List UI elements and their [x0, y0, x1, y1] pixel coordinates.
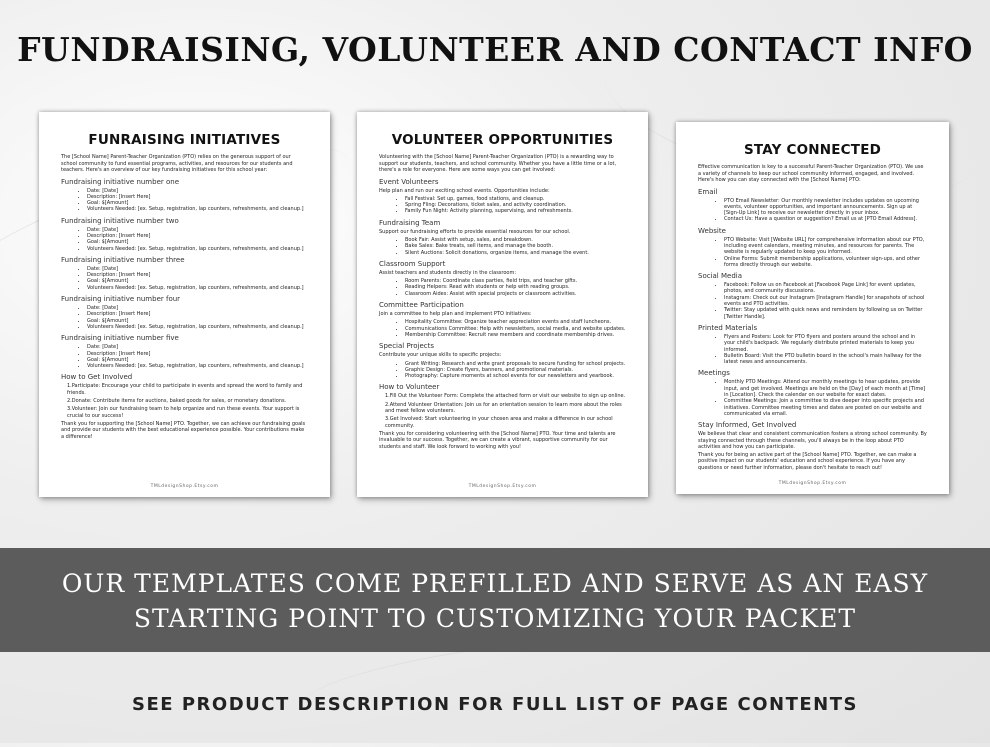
section-lead: Support our fundraising efforts to provide essential resources for our school. [379, 228, 571, 235]
stay-paragraph: Thank you for being an active part of the [School Name] PTO. Together, we can make a positive impact on our students' education and school experience. If you have any questions or need further information, please don't hesitate to reach out! [698, 452, 917, 471]
section-heading: How to Volunteer [379, 383, 440, 392]
list-item: • Family Fun Night: Activity planning, supervising, and refreshments. [405, 208, 626, 214]
section-heading: Website [698, 226, 726, 235]
bullet-list [61, 344, 308, 369]
list-item: • Communications Committee: Help with newsletters, social media, and website updates. [405, 326, 626, 332]
section-heading: How to Get Involved [61, 373, 133, 382]
numbered-item: 3.Volunteer: Join our fundraising team to help organize and run these events. Your support is crucial to our success! [67, 406, 300, 419]
list-item: • Description: [Insert Here] [87, 194, 308, 200]
list-item: • Flyers and Posters: Look for PTO flyers and posters around the school and in your child's backpack. We regularly distribute printed materials to keep you informed. [724, 334, 927, 353]
bullet-list [698, 198, 927, 223]
list-item: • Book Fair: Assist with setup, sales, and breakdown. [405, 237, 626, 243]
page-title: STAY CONNECTED [743, 142, 882, 158]
list-item: • Membership Committee: Recruit new members and coordinate membership drives. [405, 332, 626, 338]
sections-list [698, 188, 927, 418]
list-item: • Volunteers Needed: [ex. Setup, registration, lap counters, refreshments, and cleanup.] [87, 206, 308, 212]
list-item: • Bulletin Board: Visit the PTO bulletin board in the school's main hallway for the latest news and announcements. [724, 353, 927, 366]
list-item: • Goal: $[Amount] [87, 318, 308, 324]
list-item: • Volunteers Needed: [ex. Setup, registration, lap counters, refreshments, and cleanup.] [87, 324, 308, 330]
list-item: • Committee Meetings: Join a committee to dive deeper into specific projects and initiatives. Committee meeting times and dates are posted on our website and communicated via email. [724, 398, 927, 417]
bullet-list [698, 282, 927, 320]
numbered-item: 1.Participate: Encourage your child to participate in events and spread the word to family and friends. [67, 383, 303, 396]
list-item: • Instagram: Check out our Instagram [Instagram Handle] for snapshots of school events and PTO activities. [724, 295, 927, 308]
numbered-item: 2.Attend Volunteer Orientation: Join us for an orientation session to learn more about the roles and meet fellow volunteers. [385, 401, 622, 415]
list-item: • Date: [Date] [87, 188, 308, 194]
initiatives-list [61, 178, 308, 370]
list-item: • PTO Email Newsletter: Our monthly newsletter includes updates on upcoming events, volunteer opportunities, and important announcements. Sign up at [Sign-Up Link] to receive our newsletter directly in your inbox. [724, 198, 927, 217]
section-heading: Fundraising initiative number three [61, 255, 185, 264]
list-item: • Date: [Date] [87, 227, 308, 233]
section-heading: Classroom Support [379, 259, 446, 268]
list-item: • Facebook: Follow us on Facebook at [Facebook Page Link] for event updates, photos, and community discussions. [724, 282, 927, 295]
list-item: • Room Parents: Coordinate class parties, field trips, and teacher gifts. [405, 278, 626, 284]
bullet-list [698, 379, 927, 417]
bullet-list [61, 266, 308, 291]
section-heading: Printed Materials [698, 323, 758, 332]
page-footer: TMLdesignShop.Etsy.com [150, 484, 219, 489]
section-heading: Fundraising initiative number one [61, 177, 180, 186]
list-item: • Graphic Design: Create flyers, banners, and promotional materials. [405, 367, 626, 373]
section-heading: Email [698, 187, 718, 196]
list-item: • Contact Us: Have a question or suggestion? Email us at [PTO Email Address]. [724, 216, 927, 222]
list-item: • Goal: $[Amount] [87, 200, 308, 206]
page-title: FUNRAISING INITIATIVES [88, 132, 281, 148]
document-page-volunteer [357, 112, 648, 497]
bullet-list [61, 305, 308, 330]
how-list [61, 383, 308, 418]
list-item: • Reading Helpers: Read with students or help with reading groups. [405, 284, 626, 290]
list-item: • Grant Writing: Research and write grant proposals to secure funding for school projects. [405, 361, 626, 367]
list-item: • Description: [Insert Here] [87, 311, 308, 317]
list-item: • Volunteers Needed: [ex. Setup, registration, lap counters, refreshments, and cleanup.] [87, 285, 308, 291]
bullet-list [379, 361, 626, 380]
bullet-list [698, 237, 927, 268]
section-heading: Fundraising initiative number two [61, 216, 179, 225]
section-heading: Meetings [698, 369, 730, 378]
how-list [379, 393, 626, 428]
bullet-list [61, 188, 308, 213]
list-item: • Volunteers Needed: [ex. Setup, registration, lap counters, refreshments, and cleanup.] [87, 363, 308, 369]
list-item: • Monthly PTO Meetings: Attend our monthly meetings to hear updates, provide input, and get involved. Meetings are held on the [Day] of each month at [Time] in [Location]. Check the calendar on our website for exact dates. [724, 379, 927, 398]
list-item: • Online Forms: Submit membership applications, volunteer sign-ups, and other forms directly through our website. [724, 256, 927, 269]
section-lead: Contribute your unique skills to specific projects: [379, 352, 502, 359]
numbered-item: 1.Fill Out the Volunteer Form: Complete the attached form or visit our website to sign up online. [385, 393, 626, 400]
list-item: • PTO Website: Visit [Website URL] for comprehensive information about our PTO, including event calendars, meeting minutes, and resources for parents. The website is regularly updated to keep you informed. [724, 237, 927, 256]
document-page-contact [676, 122, 949, 494]
section-heading: Social Media [698, 272, 743, 281]
list-item: • Description: [Insert Here] [87, 272, 308, 278]
page-footer: TMLdesignShop.Etsy.com [468, 484, 537, 489]
list-item: • Fall Festival: Set up, games, food stations, and cleanup. [405, 196, 626, 202]
section-heading: Special Projects [379, 342, 435, 351]
section-heading: Committee Participation [379, 301, 464, 310]
bottom-caption: SEE PRODUCT DESCRIPTION FOR FULL LIST OF PAGE CONTENTS [132, 694, 858, 715]
list-item: • Goal: $[Amount] [87, 278, 308, 284]
list-item: • Volunteers Needed: [ex. Setup, registration, lap counters, refreshments, and cleanup.] [87, 246, 308, 252]
section-heading: Fundraising initiative number five [61, 334, 179, 343]
page-intro: Effective communication is key to a successful Parent-Teacher Organization (PTO). We use a variety of channels to keep our school community informed, engaged, and involved. Here's how you can stay connected with the [School Name] PTO: [698, 164, 924, 183]
list-item: • Description: [Insert Here] [87, 233, 308, 239]
closing-paragraph: Thank you for considering volunteering with the [School Name] PTO. Your time and talents are invaluable to our success. Together, we can create a vibrant, supportive community for our students and staff. We look forward to working with you! [379, 430, 616, 450]
section-heading: Event Volunteers [379, 177, 439, 186]
banner-text [0, 566, 990, 636]
document-page-fundraising [39, 112, 330, 497]
list-item: • Date: [Date] [87, 305, 308, 311]
list-item: • Classroom Aides: Assist with special projects or classroom activities. [405, 291, 626, 297]
list-item: • Photography: Capture moments at school events for our newsletters and yearbook. [405, 373, 626, 379]
section-heading: Fundraising Team [379, 218, 441, 227]
bullet-list [379, 319, 626, 338]
list-item: • Goal: $[Amount] [87, 357, 308, 363]
numbered-item: 2.Donate: Contribute items for auctions, baked goods for sales, or monetary donations. [67, 398, 287, 405]
numbered-item: 3.Get Involved: Start volunteering in your chosen area and make a difference in our school community. [385, 416, 613, 429]
bullet-list [379, 196, 626, 215]
section-heading: Fundraising initiative number four [61, 295, 181, 304]
list-item: • Bake Sales: Bake treats, sell items, and manage the booth. [405, 243, 626, 249]
banner-line: STARTING POINT TO CUSTOMIZING YOUR PACKET [133, 604, 857, 633]
banner-line: OUR TEMPLATES COME PREFILLED AND SERVE AS AN EASY [61, 569, 929, 598]
list-item: • Date: [Date] [87, 266, 308, 272]
page-intro: The [School Name] Parent-Teacher Organization (PTO) relies on the generous support of our school community to fund essential programs, activities, and resources for our students and teachers. Here's an overview of our key fundraising initiatives for this school year: [61, 154, 293, 173]
list-item: • Twitter: Stay updated with quick news and reminders by following us on Twitter [Twitter Handle]. [724, 307, 927, 320]
section-lead: Assist teachers and students directly in the classroom: [379, 269, 517, 276]
headline: FUNDRAISING, VOLUNTEER AND CONTACT INFO [17, 30, 973, 69]
list-item: • Goal: $[Amount] [87, 239, 308, 245]
bullet-list [379, 278, 626, 297]
bullet-list [61, 227, 308, 252]
section-lead: Help plan and run our exciting school events. Opportunities include: [379, 187, 550, 194]
bullet-list [698, 334, 927, 365]
section-heading: Stay Informed, Get Involved [698, 421, 797, 430]
closing-paragraph: Thank you for supporting the [School Name] PTO. Together, we can achieve our fundraising goals and provide our students with the best educational experience possible. Your contributions make a difference! [61, 420, 306, 440]
bullet-list [379, 237, 626, 256]
page-title: VOLUNTEER OPPORTUNITIES [391, 132, 614, 148]
list-item: • Hospitality Committee: Organize teacher appreciation events and staff luncheons. [405, 319, 626, 325]
section-lead: Join a committee to help plan and implement PTO initiatives: [379, 311, 532, 318]
stay-paragraph: We believe that clear and consistent communication fosters a strong school community. By staying connected through these channels, you'll always be in the loop about PTO activities and how you can participate. [698, 431, 927, 450]
list-item: • Date: [Date] [87, 344, 308, 350]
page-intro: Volunteering with the [School Name] Parent-Teacher Organization (PTO) is a rewarding way to support our students, teachers, and school community. Whether you have a little time or a lot, there's a role for everyone. Here are some ways you can get involved: [379, 154, 617, 173]
list-item: • Silent Auctions: Solicit donations, organize items, and manage the event. [405, 250, 626, 256]
list-item: • Description: [Insert Here] [87, 351, 308, 357]
page-footer: TMLdesignShop.Etsy.com [778, 481, 847, 486]
list-item: • Spring Fling: Decorations, ticket sales, and activity coordination. [405, 202, 626, 208]
sections-list [379, 178, 626, 380]
